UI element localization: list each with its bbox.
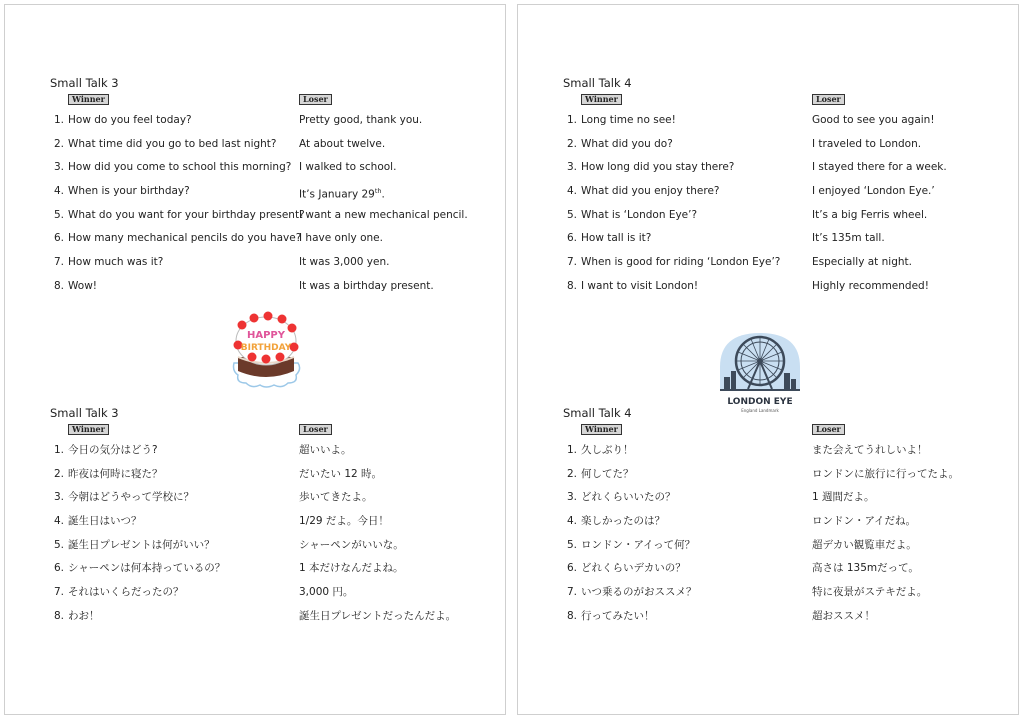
question-text: Long time no see! <box>581 114 676 126</box>
cake-text-birthday: BIRTHDAY <box>240 343 292 353</box>
question-text: What time did you go to bed last night? <box>68 137 277 150</box>
answer-text <box>299 184 385 202</box>
list-item <box>50 467 490 491</box>
question-text: わお！ <box>68 609 100 622</box>
loser-label: Loser <box>812 424 845 435</box>
answer-main: 1 本だけなんだよね。 <box>299 562 404 575</box>
winner-label: Winner <box>68 94 109 105</box>
list-item <box>50 585 490 609</box>
item-number: 3. <box>566 161 577 174</box>
question-text: ロンドン・アイって何？ <box>581 538 696 551</box>
answer-text <box>812 160 947 174</box>
answer-text <box>299 443 352 457</box>
list-item <box>50 609 490 633</box>
answer-text <box>299 467 382 481</box>
item-number: 1. <box>53 444 64 456</box>
question-text: How long did you stay there? <box>581 161 735 174</box>
item-number: 7. <box>566 256 577 269</box>
answer-text <box>812 467 959 481</box>
list-item <box>50 160 490 184</box>
question-text: I want to visit London! <box>581 279 699 292</box>
answer-main: It’s a big Ferris wheel. <box>812 208 928 221</box>
answer-text <box>299 561 404 575</box>
answer-text <box>812 561 919 575</box>
small-talk-3-japanese <box>50 405 490 633</box>
list-item <box>563 279 1003 303</box>
answer-text <box>812 113 935 127</box>
question-text: What is ‘London Eye’? <box>581 208 698 221</box>
answer-text <box>812 184 935 198</box>
answer-main: 超いいよ。 <box>299 444 352 456</box>
item-number: 4. <box>53 515 64 528</box>
winner-label: Winner <box>68 424 109 435</box>
item-number: 5. <box>53 538 64 551</box>
list-item <box>563 160 1003 184</box>
answer-main: I want a new mechanical pencil. <box>299 208 468 221</box>
item-number: 6. <box>566 232 577 245</box>
answer-text <box>299 514 389 528</box>
item-number: 6. <box>53 562 64 575</box>
list-item <box>563 467 1003 491</box>
answer-text <box>812 255 912 269</box>
question-text: 何してた？ <box>581 467 634 480</box>
answer-main: It’s 135m tall. <box>812 232 885 245</box>
item-number: 6. <box>566 562 577 575</box>
answer-main: Pretty good, thank you. <box>299 114 423 126</box>
answer-text <box>299 279 434 293</box>
list-item <box>563 609 1003 633</box>
question-text: 誕生日はいつ？ <box>68 515 142 528</box>
list-item <box>563 231 1003 255</box>
answer-main: It’s January 29 <box>299 188 375 201</box>
item-number: 8. <box>566 279 577 292</box>
answer-tail: . <box>381 188 385 201</box>
item-number: 4. <box>566 185 577 198</box>
item-number: 5. <box>53 208 64 221</box>
birthday-cake-illustration <box>228 311 304 389</box>
answer-main: ロンドンに旅行に行ってたよ。 <box>812 467 959 480</box>
answer-main: Good to see you again! <box>812 114 935 126</box>
item-number: 8. <box>53 279 64 292</box>
question-text: What do you want for your birthday present? <box>68 208 305 221</box>
answer-main: だいたい 12 時。 <box>299 467 383 480</box>
answer-main: 1/29 だよ。今日！ <box>299 515 389 528</box>
list-item <box>50 255 490 279</box>
question-text: 昨夜は何時に寝た？ <box>68 467 163 480</box>
answer-text <box>812 443 928 457</box>
loser-label: Loser <box>812 94 845 105</box>
logo-title: LONDON EYE <box>727 397 793 407</box>
item-number: 5. <box>566 208 577 221</box>
list-item <box>563 113 1003 137</box>
answer-main: I enjoyed ‘London Eye.’ <box>812 185 935 198</box>
question-text: When is your birthday? <box>68 185 190 198</box>
section-title: Small Talk 3 <box>50 76 119 90</box>
answer-text <box>299 585 353 599</box>
answer-text <box>812 137 921 151</box>
answer-text <box>299 255 389 269</box>
list-item <box>563 255 1003 279</box>
answer-text <box>812 585 927 599</box>
ordinal-suffix: th <box>374 187 382 196</box>
section-title: Small Talk 3 <box>50 406 119 420</box>
right-page <box>517 4 1019 715</box>
question-text: 楽しかったのは？ <box>581 515 665 528</box>
item-number: 2. <box>53 467 64 480</box>
list-item <box>50 561 490 585</box>
answer-main: I traveled to London. <box>812 137 922 150</box>
answer-main: It was a birthday present. <box>299 279 434 292</box>
question-text: 今日の気分はどう? <box>68 444 158 456</box>
logo-subtitle: England Landmark <box>741 408 779 413</box>
list-item <box>50 279 490 303</box>
question-text: How did you come to school this morning? <box>68 161 292 174</box>
item-number: 4. <box>53 185 64 198</box>
question-text: What did you do? <box>581 137 673 150</box>
list-item <box>563 208 1003 232</box>
item-number: 7. <box>53 586 64 599</box>
small-talk-4-english <box>563 75 1003 303</box>
answer-text <box>812 514 916 528</box>
list-item <box>563 585 1003 609</box>
item-number: 7. <box>566 586 577 599</box>
answer-text <box>299 113 422 127</box>
question-text: 行ってみたい！ <box>581 609 655 622</box>
item-number: 1. <box>53 114 64 126</box>
answer-main: 誕生日プレゼントだったんだよ。 <box>299 609 457 622</box>
answer-main: Highly recommended! <box>812 279 929 292</box>
item-number: 7. <box>53 256 64 269</box>
answer-main: I stayed there for a week. <box>812 161 947 174</box>
winner-label: Winner <box>581 424 622 435</box>
question-text: How tall is it? <box>581 232 652 245</box>
list-item <box>563 137 1003 161</box>
question-text: When is good for riding ‘London Eye’? <box>581 256 781 269</box>
answer-text <box>812 609 875 623</box>
small-talk-3-english <box>50 75 490 303</box>
item-number: 3. <box>53 161 64 174</box>
loser-label: Loser <box>299 94 332 105</box>
answer-main: 3,000 円。 <box>299 586 354 599</box>
answer-main: Especially at night. <box>812 256 912 269</box>
answer-text <box>299 538 404 552</box>
answer-main: 高さは 135mだって。 <box>812 562 919 575</box>
london-eye-logo <box>714 327 806 415</box>
question-text: What did you enjoy there? <box>581 185 720 198</box>
section-title: Small Talk 4 <box>563 406 632 420</box>
list-item <box>563 514 1003 538</box>
answer-main: I have only one. <box>299 232 383 245</box>
answer-main: シャーペンがいいな。 <box>299 538 404 551</box>
answer-main: It was 3,000 yen. <box>299 256 390 269</box>
question-text: いつ乗るのがおススメ？ <box>581 586 697 599</box>
answer-main: I walked to school. <box>299 161 397 174</box>
item-number: 3. <box>53 491 64 504</box>
list-item <box>50 184 490 208</box>
answer-main: ロンドン・アイだね。 <box>812 515 917 528</box>
question-text: どれくらいいたの？ <box>581 491 676 504</box>
item-number: 8. <box>566 609 577 622</box>
item-number: 3. <box>566 491 577 504</box>
answer-main: At about twelve. <box>299 137 386 150</box>
list-item <box>563 561 1003 585</box>
answer-text <box>299 137 385 151</box>
answer-main: また会えてうれしいよ！ <box>812 444 928 456</box>
answer-text <box>812 490 875 504</box>
item-number: 5. <box>566 538 577 551</box>
answer-text <box>812 208 927 222</box>
list-item <box>50 113 490 137</box>
item-number: 2. <box>566 137 577 150</box>
list-item <box>50 490 490 514</box>
list-item <box>563 443 1003 467</box>
item-number: 2. <box>53 137 64 150</box>
small-talk-4-japanese <box>563 405 1003 633</box>
answer-text <box>299 160 396 174</box>
left-page <box>4 4 506 715</box>
cake-text-happy: HAPPY <box>246 330 286 341</box>
question-text: How many mechanical pencils do you have? <box>68 232 302 245</box>
answer-main: 特に夜景がステキだよ。 <box>812 586 928 599</box>
question-text: 久しぶり！ <box>581 444 634 456</box>
answer-text <box>299 231 383 245</box>
item-number: 8. <box>53 609 64 622</box>
question-text: 誕生日プレゼントは何がいい？ <box>68 538 215 551</box>
item-number: 2. <box>566 467 577 480</box>
list-item <box>50 208 490 232</box>
answer-text <box>812 231 885 245</box>
list-item <box>50 443 490 467</box>
list-item <box>50 538 490 562</box>
list-item <box>563 538 1003 562</box>
answer-main: 超デカい観覧車だよ。 <box>812 538 917 551</box>
list-item <box>563 490 1003 514</box>
item-number: 4. <box>566 515 577 528</box>
answer-text <box>299 208 468 222</box>
question-text: Wow! <box>68 279 97 292</box>
answer-main: 超おススメ！ <box>812 609 875 622</box>
question-text: それはいくらだったの？ <box>68 586 184 599</box>
list-item <box>50 514 490 538</box>
question-text: How do you feel today? <box>68 114 192 126</box>
answer-text <box>812 279 929 293</box>
list-item <box>50 231 490 255</box>
question-text: どれくらいデカいの？ <box>581 562 686 575</box>
item-number: 1. <box>566 114 577 126</box>
answer-main: 1 週間だよ。 <box>812 491 875 504</box>
list-item <box>50 137 490 161</box>
list-item <box>563 184 1003 208</box>
section-title: Small Talk 4 <box>563 76 632 90</box>
item-number: 6. <box>53 232 64 245</box>
question-text: シャーペンは何本持っているの？ <box>68 562 226 575</box>
answer-text <box>299 490 373 504</box>
question-text: How much was it? <box>68 256 164 269</box>
answer-main: 歩いてきたよ。 <box>299 491 373 504</box>
loser-label: Loser <box>299 424 332 435</box>
question-text: 今朝はどうやって学校に？ <box>68 491 194 504</box>
answer-text <box>299 609 456 623</box>
winner-label: Winner <box>581 94 622 105</box>
item-number: 1. <box>566 444 577 456</box>
answer-text <box>812 538 917 552</box>
